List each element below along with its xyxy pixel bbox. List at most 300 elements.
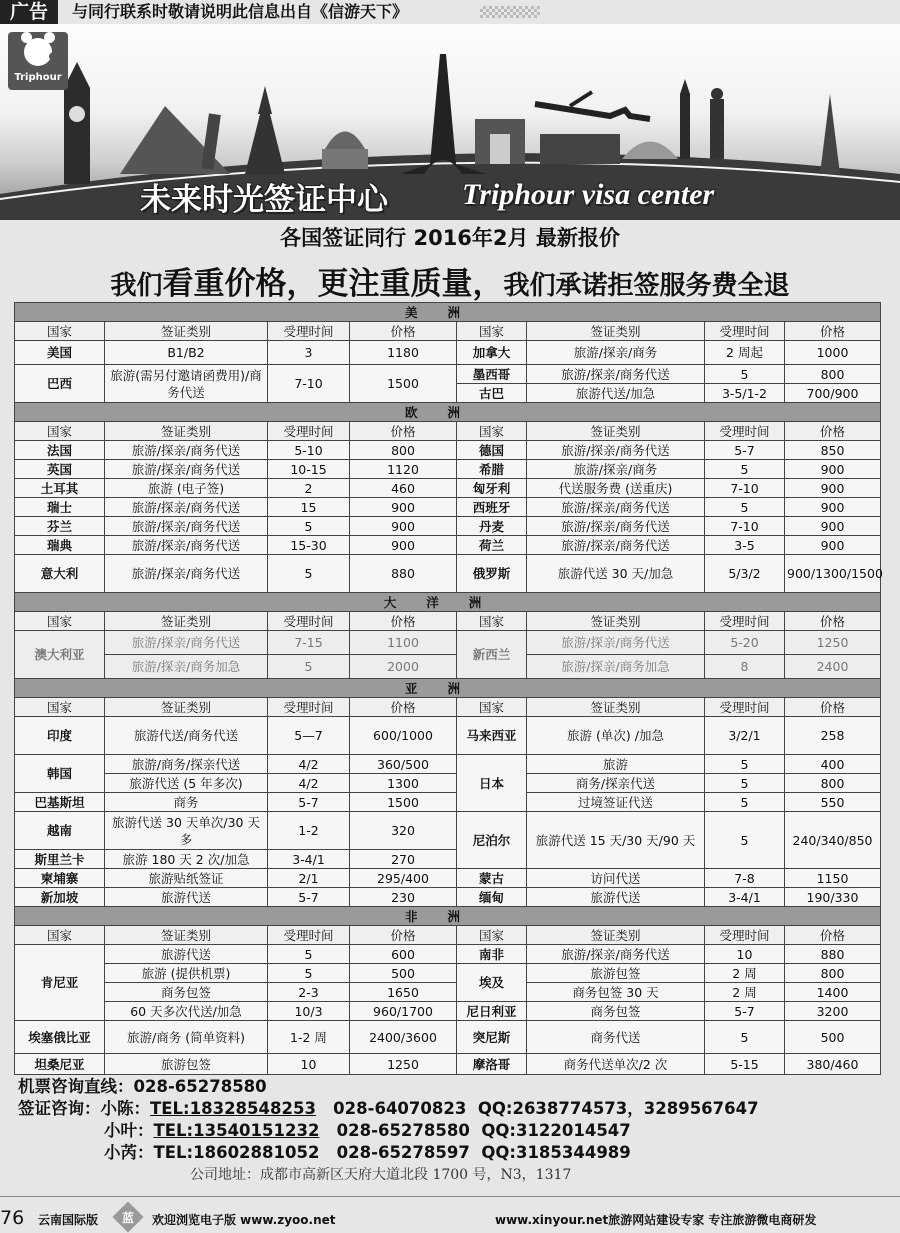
table-cell: 南非 bbox=[457, 945, 527, 964]
table-cell: 900 bbox=[785, 498, 881, 517]
company-address: 公司地址：成都市高新区天府大道北段 1700 号，N3，1317 bbox=[190, 1167, 572, 1183]
mobile-link[interactable]: TEL:18328548253 bbox=[150, 1099, 316, 1118]
table-cell: 5/3/2 bbox=[705, 555, 785, 593]
column-header: 签证类别 bbox=[527, 612, 705, 631]
table-cell: 斯里兰卡 bbox=[15, 850, 105, 869]
table-cell: 460 bbox=[350, 479, 457, 498]
table-cell: 旅游/探亲/商务代送 bbox=[527, 631, 705, 655]
table-cell: 英国 bbox=[15, 460, 105, 479]
table-cell: B1/B2 bbox=[105, 341, 268, 365]
table-cell: 德国 bbox=[457, 441, 527, 460]
table-cell: 2-3 bbox=[268, 983, 350, 1002]
table-cell: 旅游代送 (5 年多次) bbox=[105, 774, 268, 793]
ticket-phone: 028-65278580 bbox=[133, 1077, 267, 1096]
contact-block bbox=[18, 1076, 888, 1164]
table-header bbox=[15, 926, 881, 945]
table-cell: 巴西 bbox=[15, 365, 105, 403]
table-cell: 旅游/探亲/商务代送 bbox=[105, 555, 268, 593]
table-cell: 突尼斯 bbox=[457, 1021, 527, 1054]
table-cell: 5-10 bbox=[268, 441, 350, 460]
slogan-part-4: 我们承诺拒签服务费全退 bbox=[503, 271, 790, 301]
table-cell: 旅游/探亲/商务代送 bbox=[105, 441, 268, 460]
table-cell: 3-5/1-2 bbox=[705, 384, 785, 403]
region-title: 大洋洲 bbox=[15, 593, 881, 612]
region-header bbox=[15, 303, 881, 322]
table-cell: 加拿大 bbox=[457, 341, 527, 365]
ad-notice: 与同行联系时敬请说明此信息出自《信游天下》 bbox=[72, 2, 409, 21]
column-header: 签证类别 bbox=[527, 322, 705, 341]
table-cell: 1150 bbox=[785, 869, 881, 888]
column-header: 价格 bbox=[350, 422, 457, 441]
column-header: 价格 bbox=[350, 698, 457, 717]
price-table bbox=[14, 302, 881, 1075]
table-row bbox=[15, 983, 881, 1002]
table-cell: 320 bbox=[350, 812, 457, 850]
landmarks-illustration bbox=[0, 24, 900, 220]
table-cell: 3 bbox=[268, 341, 350, 365]
table-cell: 柬埔寨 bbox=[15, 869, 105, 888]
column-header: 国家 bbox=[457, 322, 527, 341]
table-cell: 芬兰 bbox=[15, 517, 105, 536]
table-cell: 270 bbox=[350, 850, 457, 869]
contact-name: 小芮： bbox=[104, 1143, 154, 1162]
table-cell: 800 bbox=[785, 964, 881, 983]
table-cell: 10 bbox=[268, 1054, 350, 1075]
table-cell: 550 bbox=[785, 793, 881, 812]
table-cell: 旅游/探亲/商务代送 bbox=[527, 498, 705, 517]
table-cell: 1250 bbox=[785, 631, 881, 655]
column-header: 签证类别 bbox=[527, 698, 705, 717]
table-cell: 400 bbox=[785, 755, 881, 774]
table-row bbox=[15, 1021, 881, 1054]
table-cell: 5 bbox=[268, 517, 350, 536]
table-cell: 旅游代送 30 天/加急 bbox=[527, 555, 705, 593]
table-cell: 10/3 bbox=[268, 1002, 350, 1021]
table-row bbox=[15, 774, 881, 793]
table-row bbox=[15, 655, 881, 679]
column-header: 国家 bbox=[457, 698, 527, 717]
region-title: 美洲 bbox=[15, 303, 881, 322]
column-header: 受理时间 bbox=[705, 698, 785, 717]
table-cell: 5 bbox=[705, 460, 785, 479]
table-cell: 土耳其 bbox=[15, 479, 105, 498]
table-cell: 旅游代送 bbox=[527, 888, 705, 907]
table-cell: 旅游/探亲/商务 bbox=[527, 341, 705, 365]
table-cell: 3-4/1 bbox=[705, 888, 785, 907]
table-cell: 尼日利亚 bbox=[457, 1002, 527, 1021]
column-header: 受理时间 bbox=[268, 422, 350, 441]
table-cell: 8 bbox=[705, 655, 785, 679]
column-header: 受理时间 bbox=[268, 322, 350, 341]
region-title: 亚洲 bbox=[15, 679, 881, 698]
column-header: 签证类别 bbox=[105, 698, 268, 717]
table-cell: 5 bbox=[705, 365, 785, 384]
table-cell: 旅游代送 15 天/30 天/90 天 bbox=[527, 812, 705, 869]
table-row bbox=[15, 555, 881, 593]
table-cell: 5 bbox=[705, 755, 785, 774]
table-cell: 7-10 bbox=[268, 365, 350, 403]
table-cell: 4/2 bbox=[268, 774, 350, 793]
table-cell: 商务代送 bbox=[527, 1021, 705, 1054]
table-cell: 意大利 bbox=[15, 555, 105, 593]
table-cell: 800 bbox=[785, 365, 881, 384]
table-cell: 旅游/探亲/商务代送 bbox=[527, 945, 705, 964]
table-cell: 肯尼亚 bbox=[15, 945, 105, 1021]
column-header: 签证类别 bbox=[527, 422, 705, 441]
table-cell: 旅游/探亲/商务代送 bbox=[527, 365, 705, 384]
column-header: 签证类别 bbox=[105, 422, 268, 441]
table-cell: 旅游/商务 (简单资料) bbox=[105, 1021, 268, 1054]
ticket-label: 机票咨询直线： bbox=[18, 1077, 134, 1096]
banner-title-cn: 未来时光签证中心 bbox=[140, 182, 388, 218]
table-row bbox=[15, 812, 881, 850]
banner-title-en: Triphour visa center bbox=[462, 178, 715, 211]
contact-name: 小陈： bbox=[100, 1099, 150, 1118]
contact-chen bbox=[18, 1098, 888, 1120]
column-header: 受理时间 bbox=[705, 926, 785, 945]
table-cell: 旅游/探亲/商务代送 bbox=[105, 517, 268, 536]
table-cell: 2 周 bbox=[705, 964, 785, 983]
column-header: 受理时间 bbox=[705, 322, 785, 341]
table-cell: 埃及 bbox=[457, 964, 527, 1002]
table-cell: 5 bbox=[705, 774, 785, 793]
column-header: 国家 bbox=[15, 698, 105, 717]
table-cell: 韩国 bbox=[15, 755, 105, 793]
region-header bbox=[15, 403, 881, 422]
table-cell: 5 bbox=[268, 964, 350, 983]
column-header: 国家 bbox=[457, 422, 527, 441]
table-cell: 190/330 bbox=[785, 888, 881, 907]
table-cell: 7-10 bbox=[705, 479, 785, 498]
table-row bbox=[15, 945, 881, 964]
table-row bbox=[15, 964, 881, 983]
table-row bbox=[15, 517, 881, 536]
table-cell: 旅游 (单次) /加急 bbox=[527, 717, 705, 755]
column-header: 价格 bbox=[350, 612, 457, 631]
table-cell: 2 周起 bbox=[705, 341, 785, 365]
table-cell: 15 bbox=[268, 498, 350, 517]
table-cell: 240/340/850 bbox=[785, 812, 881, 869]
table-row bbox=[15, 479, 881, 498]
table-cell: 295/400 bbox=[350, 869, 457, 888]
ad-header bbox=[0, 0, 900, 24]
column-header: 受理时间 bbox=[268, 612, 350, 631]
table-cell: 1180 bbox=[350, 341, 457, 365]
footer-ad[interactable]: www.xinyour.net旅游网站建设专家 专注旅游微电商研发 bbox=[495, 1213, 817, 1227]
table-cell: 2400/3600 bbox=[350, 1021, 457, 1054]
table-cell: 5-20 bbox=[705, 631, 785, 655]
column-header: 受理时间 bbox=[705, 422, 785, 441]
table-cell: 荷兰 bbox=[457, 536, 527, 555]
table-cell: 1120 bbox=[350, 460, 457, 479]
table-cell: 旅游代送/加急 bbox=[527, 384, 705, 403]
table-cell: 旅游代送 30 天单次/30 天多 bbox=[105, 812, 268, 850]
table-cell: 旅游/探亲/商务代送 bbox=[105, 498, 268, 517]
landline: 028-65278597 bbox=[336, 1143, 470, 1162]
qq: QQ:3185344989 bbox=[481, 1143, 631, 1162]
table-header bbox=[15, 322, 881, 341]
table-cell: 1-2 周 bbox=[268, 1021, 350, 1054]
table-row bbox=[15, 498, 881, 517]
table-cell: 3200 bbox=[785, 1002, 881, 1021]
column-header: 受理时间 bbox=[268, 698, 350, 717]
table-cell: 巴基斯坦 bbox=[15, 793, 105, 812]
table-cell: 960/1700 bbox=[350, 1002, 457, 1021]
table-cell: 1650 bbox=[350, 983, 457, 1002]
page-footer bbox=[0, 1196, 900, 1231]
table-cell: 旅游/探亲/商务代送 bbox=[527, 441, 705, 460]
logo-text: Triphour bbox=[14, 72, 62, 83]
table-cell: 5-7 bbox=[268, 888, 350, 907]
table-cell: 新加坡 bbox=[15, 888, 105, 907]
table-cell: 880 bbox=[785, 945, 881, 964]
column-header: 价格 bbox=[785, 698, 881, 717]
table-row bbox=[15, 755, 881, 774]
table-cell: 瑞典 bbox=[15, 536, 105, 555]
table-cell: 1500 bbox=[350, 793, 457, 812]
mobile-link[interactable]: TEL:13540151232 bbox=[153, 1121, 320, 1140]
badge-text: 蓝 bbox=[121, 1211, 134, 1225]
column-header: 国家 bbox=[15, 612, 105, 631]
footer-welcome[interactable]: 欢迎浏览电子版 www.zyoo.net bbox=[152, 1213, 336, 1227]
table-cell: 900 bbox=[785, 536, 881, 555]
table-cell: 2000 bbox=[350, 655, 457, 679]
table-cell: 5-7 bbox=[268, 793, 350, 812]
table-cell: 360/500 bbox=[350, 755, 457, 774]
table-cell: 旅游 bbox=[527, 755, 705, 774]
column-header: 价格 bbox=[350, 926, 457, 945]
table-cell: 5 bbox=[705, 498, 785, 517]
table-cell: 900/1300/1500 bbox=[785, 555, 881, 593]
table-cell: 1100 bbox=[350, 631, 457, 655]
table-cell: 1-2 bbox=[268, 812, 350, 850]
table-cell: 15-30 bbox=[268, 536, 350, 555]
table-cell: 代送服务费 (送重庆) bbox=[527, 479, 705, 498]
table-row bbox=[15, 460, 881, 479]
table-row bbox=[15, 1002, 881, 1021]
table-cell: 旅游代送 bbox=[105, 945, 268, 964]
table-cell: 10 bbox=[705, 945, 785, 964]
table-header bbox=[15, 698, 881, 717]
table-cell: 瑞士 bbox=[15, 498, 105, 517]
table-cell: 258 bbox=[785, 717, 881, 755]
contact-rui bbox=[18, 1142, 888, 1164]
table-cell: 2 bbox=[268, 479, 350, 498]
column-header: 签证类别 bbox=[105, 926, 268, 945]
table-cell: 500 bbox=[350, 964, 457, 983]
table-row bbox=[15, 536, 881, 555]
table-cell: 3-5 bbox=[705, 536, 785, 555]
table-cell: 10-15 bbox=[268, 460, 350, 479]
table-row bbox=[15, 888, 881, 907]
magazine-edition: 云南国际版 bbox=[38, 1213, 99, 1227]
table-cell: 旅游包签 bbox=[105, 1054, 268, 1075]
table-cell: 旅游/探亲/商务代送 bbox=[105, 460, 268, 479]
table-cell: 230 bbox=[350, 888, 457, 907]
table-cell: 2 周 bbox=[705, 983, 785, 1002]
contact-name: 小叶： bbox=[104, 1121, 154, 1140]
slogan-part-2: 看重价格， bbox=[162, 266, 318, 302]
table-cell: 850 bbox=[785, 441, 881, 460]
slogan-part-1: 我们 bbox=[110, 271, 163, 301]
region-header bbox=[15, 679, 881, 698]
table-cell: 坦桑尼亚 bbox=[15, 1054, 105, 1075]
table-cell: 5-15 bbox=[705, 1054, 785, 1075]
table-cell: 4/2 bbox=[268, 755, 350, 774]
table-cell: 3/2/1 bbox=[705, 717, 785, 755]
landline: 028-65278580 bbox=[336, 1121, 470, 1140]
price-subtitle: 各国签证同行 2016年2月 最新报价 bbox=[280, 226, 620, 250]
ticket-line bbox=[18, 1076, 888, 1098]
table-cell: 5 bbox=[705, 1021, 785, 1054]
table-header bbox=[15, 422, 881, 441]
column-header: 签证类别 bbox=[105, 322, 268, 341]
table-cell: 埃塞俄比亚 bbox=[15, 1021, 105, 1054]
table-cell: 商务包签 bbox=[527, 1002, 705, 1021]
table-cell: 5-7 bbox=[705, 1002, 785, 1021]
table-cell: 1300 bbox=[350, 774, 457, 793]
table-cell: 旅游 (电子签) bbox=[105, 479, 268, 498]
table-cell: 900 bbox=[785, 460, 881, 479]
table-cell: 旅游贴纸签证 bbox=[105, 869, 268, 888]
table-cell: 900 bbox=[350, 517, 457, 536]
table-cell: 蒙古 bbox=[457, 869, 527, 888]
table-cell: 旅游(需另付邀请函费用)/商务代送 bbox=[105, 365, 268, 403]
table-cell: 880 bbox=[350, 555, 457, 593]
visa-label: 签证咨询： bbox=[18, 1099, 101, 1118]
table-cell: 旅游 180 天 2 次/加急 bbox=[105, 850, 268, 869]
table-cell: 旅游/探亲/商务加急 bbox=[527, 655, 705, 679]
page-number: 76 bbox=[0, 1207, 25, 1229]
table-cell: 1500 bbox=[350, 365, 457, 403]
table-cell: 丹麦 bbox=[457, 517, 527, 536]
column-header: 签证类别 bbox=[527, 926, 705, 945]
region-header bbox=[15, 593, 881, 612]
table-cell: 900 bbox=[785, 479, 881, 498]
mobile: TEL:18602881052 bbox=[153, 1143, 320, 1162]
qq: QQ:3122014547 bbox=[481, 1121, 631, 1140]
table-cell: 商务 bbox=[105, 793, 268, 812]
table-cell: 800 bbox=[350, 441, 457, 460]
column-header: 价格 bbox=[785, 926, 881, 945]
table-cell: 5 bbox=[268, 655, 350, 679]
table-cell: 900 bbox=[350, 498, 457, 517]
table-row bbox=[15, 869, 881, 888]
column-header: 受理时间 bbox=[705, 612, 785, 631]
table-cell: 旅游/探亲/商务代送 bbox=[527, 536, 705, 555]
table-cell: 5 bbox=[705, 793, 785, 812]
column-header: 价格 bbox=[785, 322, 881, 341]
table-cell: 60 天多次代送/加急 bbox=[105, 1002, 268, 1021]
table-cell: 商务/探亲代送 bbox=[527, 774, 705, 793]
column-header: 受理时间 bbox=[268, 926, 350, 945]
table-cell: 过境签证代送 bbox=[527, 793, 705, 812]
table-cell: 印度 bbox=[15, 717, 105, 755]
table-cell: 5-7 bbox=[705, 441, 785, 460]
checker-decoration bbox=[480, 6, 540, 18]
column-header: 价格 bbox=[785, 422, 881, 441]
landline: 028-64070823 bbox=[333, 1099, 467, 1118]
table-cell: 旅游/探亲/商务代送 bbox=[105, 536, 268, 555]
table-row bbox=[15, 341, 881, 365]
table-row bbox=[15, 631, 881, 655]
table-row bbox=[15, 365, 881, 384]
table-cell: 访问代送 bbox=[527, 869, 705, 888]
table-cell: 匈牙利 bbox=[457, 479, 527, 498]
table-cell: 500 bbox=[785, 1021, 881, 1054]
table-cell: 新西兰 bbox=[457, 631, 527, 679]
table-cell: 商务代送单次/2 次 bbox=[527, 1054, 705, 1075]
table-cell: 3-4/1 bbox=[268, 850, 350, 869]
ad-label: 广告 bbox=[0, 0, 58, 24]
table-cell: 旅游/商务/探亲代送 bbox=[105, 755, 268, 774]
table-cell: 旅游/探亲/商务 bbox=[527, 460, 705, 479]
table-cell: 马来西亚 bbox=[457, 717, 527, 755]
table-cell: 尼泊尔 bbox=[457, 812, 527, 869]
table-cell: 900 bbox=[785, 517, 881, 536]
column-header: 国家 bbox=[15, 926, 105, 945]
table-cell: 600 bbox=[350, 945, 457, 964]
table-cell: 7-10 bbox=[705, 517, 785, 536]
table-cell: 1400 bbox=[785, 983, 881, 1002]
table-cell: 缅甸 bbox=[457, 888, 527, 907]
region-header bbox=[15, 907, 881, 926]
table-cell: 旅游/探亲/商务代送 bbox=[527, 517, 705, 536]
table-cell: 越南 bbox=[15, 812, 105, 850]
slogan-part-3: 更注重质量， bbox=[317, 266, 504, 302]
table-cell: 希腊 bbox=[457, 460, 527, 479]
table-row bbox=[15, 717, 881, 755]
bear-icon bbox=[24, 38, 52, 66]
table-cell: 旅游代送 bbox=[105, 888, 268, 907]
table-cell: 摩洛哥 bbox=[457, 1054, 527, 1075]
column-header: 国家 bbox=[457, 926, 527, 945]
column-header: 国家 bbox=[15, 322, 105, 341]
table-cell: 旅游/探亲/商务代送 bbox=[105, 631, 268, 655]
slogan bbox=[0, 258, 900, 303]
table-cell: 澳大利亚 bbox=[15, 631, 105, 679]
table-cell: 5 bbox=[268, 945, 350, 964]
banner bbox=[0, 24, 900, 220]
region-title: 非洲 bbox=[15, 907, 881, 926]
table-cell: 900 bbox=[350, 536, 457, 555]
table-cell: 旅游代送/商务代送 bbox=[105, 717, 268, 755]
column-header: 国家 bbox=[15, 422, 105, 441]
table-cell: 美国 bbox=[15, 341, 105, 365]
table-cell: 1250 bbox=[350, 1054, 457, 1075]
table-cell: 1000 bbox=[785, 341, 881, 365]
table-cell: 旅游包签 bbox=[527, 964, 705, 983]
table-cell: 7-15 bbox=[268, 631, 350, 655]
table-cell: 商务包签 bbox=[105, 983, 268, 1002]
table-cell: 5 bbox=[705, 812, 785, 869]
table-cell: 7-8 bbox=[705, 869, 785, 888]
contact-ye bbox=[18, 1120, 888, 1142]
table-header bbox=[15, 612, 881, 631]
table-cell: 旅游/探亲/商务加急 bbox=[105, 655, 268, 679]
region-title: 欧洲 bbox=[15, 403, 881, 422]
table-cell: 5 bbox=[268, 555, 350, 593]
table-cell: 700/900 bbox=[785, 384, 881, 403]
column-header: 国家 bbox=[457, 612, 527, 631]
table-cell: 日本 bbox=[457, 755, 527, 812]
table-cell: 380/460 bbox=[785, 1054, 881, 1075]
table-cell: 法国 bbox=[15, 441, 105, 460]
table-cell: 西班牙 bbox=[457, 498, 527, 517]
table-row bbox=[15, 441, 881, 460]
table-cell: 800 bbox=[785, 774, 881, 793]
table-cell: 2400 bbox=[785, 655, 881, 679]
